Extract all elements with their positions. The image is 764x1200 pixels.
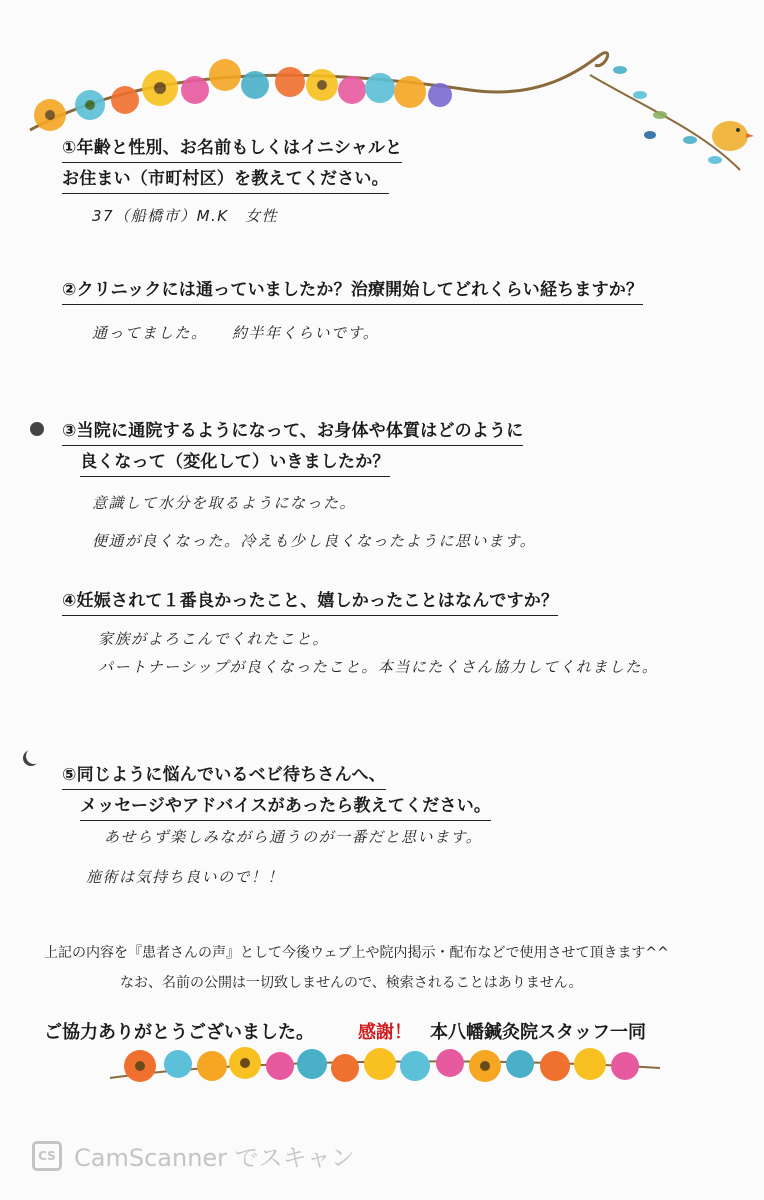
footer-notice-line-2: なお、名前の公開は一切致しませんので、検索されることはありません。 xyxy=(120,975,583,991)
answer-2-part-2: 約半年くらいです。 xyxy=(232,324,380,342)
thanks-text: ご協力ありがとうございました。 xyxy=(44,1022,314,1043)
question-5 xyxy=(62,762,491,824)
question-2 xyxy=(62,277,643,308)
footer-notice-line-1: 上記の内容を『患者さんの声』として今後ウェブ上や院内掲示・配布などで使用させて頂きます^^ xyxy=(44,945,669,961)
question-1 xyxy=(62,135,402,197)
flower-garland-bottom xyxy=(100,1038,670,1098)
question-5-line-2: メッセージやアドバイスがあったら教えてください。 xyxy=(80,793,491,821)
crescent-moon-icon xyxy=(26,748,42,764)
answer-5-line-1: あせらず楽しみながら通うのが一番だと思います。 xyxy=(104,828,483,846)
question-4-line-1: ④妊娠されて１番良かったこと、嬉しかったことはなんですか？ xyxy=(62,588,558,616)
question-3-line-2: 良くなって（変化して）いきましたか？ xyxy=(80,449,390,477)
question-3-line-1: ③当院に通院するようになって、お身体や体質はどのように xyxy=(62,418,523,446)
answer-4-line-2: パートナーシップが良くなったこと。本当にたくさん協力してくれました。 xyxy=(98,658,659,676)
answer-5-line-2: 施術は気持ち良いので！！ xyxy=(86,868,285,886)
camscanner-watermark xyxy=(32,1138,355,1173)
question-2-line-1: ②クリニックには通っていましたか？治療開始してどれくらい経ちますか？ xyxy=(62,277,643,305)
camscanner-text: CamScanner でスキャン xyxy=(74,1144,355,1172)
punch-hole xyxy=(30,422,44,436)
kansha-text: 感謝！ xyxy=(358,1022,412,1043)
answer-3-line-1: 意識して水分を取るようになった。 xyxy=(92,494,357,512)
question-1-line-1: ①年齢と性別、お名前もしくはイニシャルと xyxy=(62,135,402,163)
answer-3-line-2: 便通が良くなった。冷えも少し良くなったように思います。 xyxy=(92,532,537,550)
question-4 xyxy=(62,588,558,619)
camscanner-logo-icon: CS xyxy=(32,1141,62,1171)
answer-1: 37（船橋市）M.K 女性 xyxy=(92,207,279,225)
answer-4-line-1: 家族がよろこんでくれたこと。 xyxy=(98,630,330,648)
question-1-line-2: お住まい（市町村区）を教えてください。 xyxy=(62,166,389,194)
answer-2-part-1: 通ってました。 xyxy=(92,324,208,342)
question-3 xyxy=(62,418,523,480)
question-5-line-1: ⑤同じように悩んでいるベビ待ちさんへ、 xyxy=(62,762,386,790)
staff-signature: 本八幡鍼灸院スタッフ一同 xyxy=(430,1022,646,1043)
